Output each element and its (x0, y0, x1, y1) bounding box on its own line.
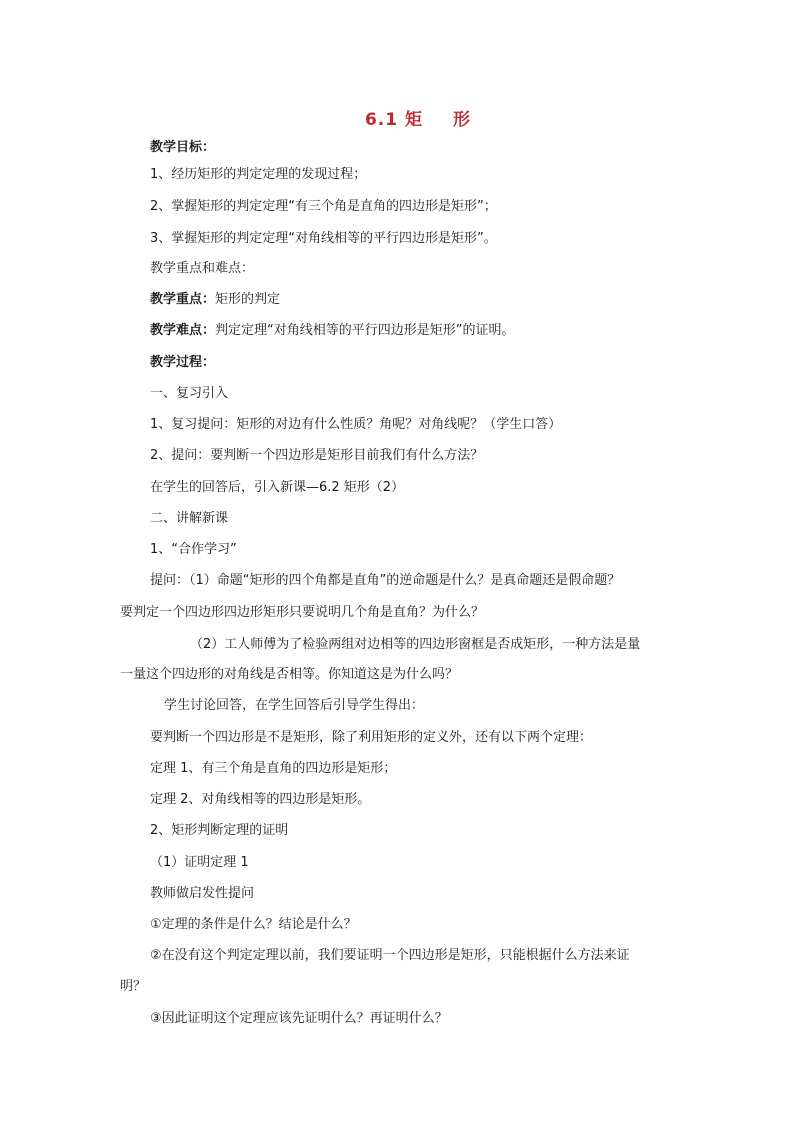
question-1-line-2: 要判定一个四边形四边形矩形只要说明几个角是直角？为什么？ (120, 605, 485, 620)
difficulty-text: 判定定理“对角线相等的平行四边形是矩形”的证明。 (215, 323, 515, 338)
prompt-question-2-line-1: ②在没有这个判定定理以前，我们要证明一个四边形是矩形，只能根据什么方法来证 (150, 948, 630, 963)
prompt-question-3: ③因此证明这个定理应该先证明什么？再证明什么？ (150, 1011, 448, 1026)
question-2-line-1: （2）工人师傅为了检验两组对边相等的四边形窗框是否成矩形，一种方法是量 (190, 637, 641, 652)
question-2-line-2: 一量这个四边形的对角线是否相等。你知道这是为什么吗？ (120, 667, 459, 682)
page-title (0, 105, 794, 130)
heading-teaching-process: 教学过程： (150, 355, 216, 370)
heading-key-points: 教学重点和难点： (150, 261, 255, 276)
goal-1: 1、经历矩形的判定定理的发现过程； (150, 167, 367, 182)
heading-teaching-goals: 教学目标： (150, 140, 216, 155)
section-review: 一、复习引入 (150, 386, 229, 401)
review-question-2: 2、提问：要判断一个四边形是矩形目前我们有什么方法？ (150, 448, 484, 463)
prove-theorem-1: （1）证明定理 1 (150, 855, 249, 870)
key-point-text: 矩形的判定 (215, 292, 281, 307)
difficulty-label: 教学难点： (150, 323, 216, 338)
discussion-line: 学生讨论回答，在学生回答后引导学生得出： (164, 698, 425, 713)
teacher-prompt: 教师做启发性提问 (150, 886, 255, 901)
prompt-question-1: ①定理的条件是什么？结论是什么？ (150, 917, 357, 932)
intro-new-lesson: 在学生的回答后，引入新课—6.2 矩形（2） (150, 480, 405, 495)
goal-3: 3、掌握矩形的判定定理“对角线相等的平行四边形是矩形”。 (150, 231, 497, 246)
goal-2: 2、掌握矩形的判定定理“有三个角是直角的四边形是矩形”； (150, 199, 497, 214)
question-1-line-1: 提问：（1）命题“矩形的四个角都是直角”的逆命题是什么？是真命题还是假命题？ (150, 573, 621, 588)
section-proof: 2、矩形判断定理的证明 (150, 823, 289, 838)
title-part-2: 形 (453, 110, 472, 130)
cooperative-learning: 1、“合作学习” (150, 542, 237, 557)
review-question-1: 1、复习提问：矩形的对边有什么性质？角呢？对角线呢？（学生口答） (150, 417, 562, 432)
theorem-2: 定理 2、对角线相等的四边形是矩形。 (150, 792, 371, 807)
prompt-question-2-line-2: 明？ (120, 979, 147, 994)
key-point-label: 教学重点： (150, 292, 216, 307)
theorem-1: 定理 1、有三个角是直角的四边形是矩形； (150, 761, 397, 776)
key-point-line (150, 291, 280, 309)
section-new-lesson: 二、讲解新课 (150, 511, 229, 526)
difficulty-line (150, 322, 515, 340)
title-part-1: 6.1 矩 (364, 110, 424, 130)
theorem-intro: 要判断一个四边形是不是矩形，除了利用矩形的定义外，还有以下两个定理： (150, 730, 593, 745)
